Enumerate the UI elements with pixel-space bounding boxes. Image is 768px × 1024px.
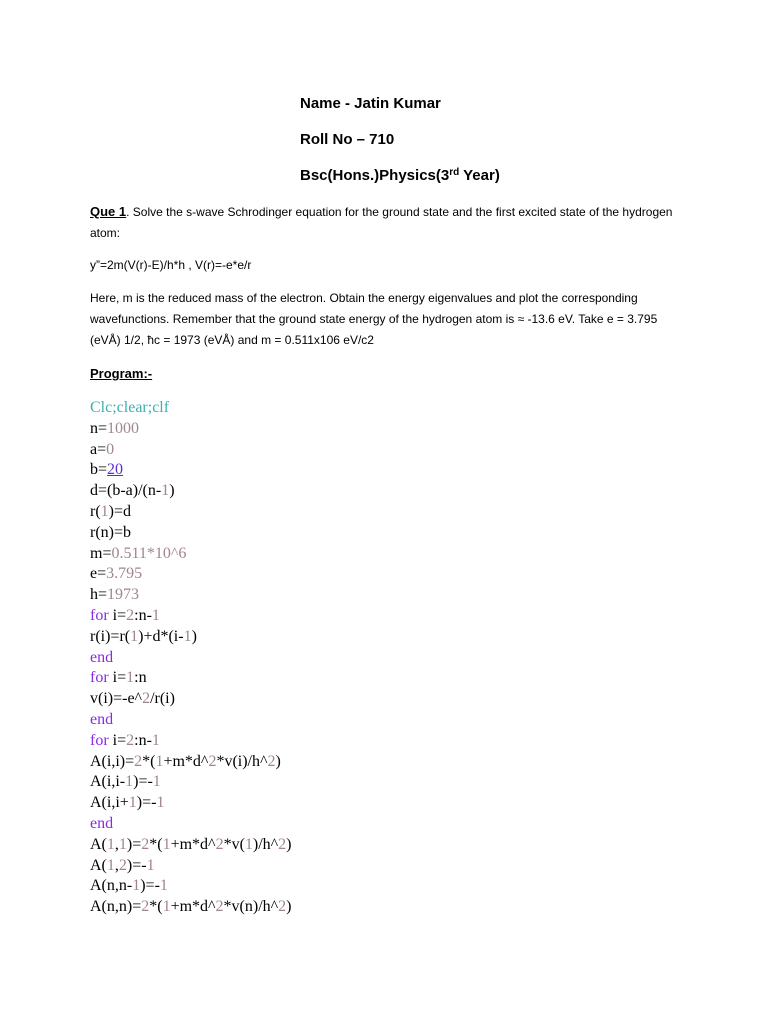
code-token: A(i,i+ [90, 794, 129, 812]
code-line [90, 793, 292, 814]
code-token: 1 [106, 835, 115, 853]
code-token: 1 [132, 877, 141, 895]
question-body: . Solve the s-wave Schrodinger equation for the ground state and the first excited state of the hydrogen atom: [90, 205, 673, 240]
code-token: 1 [162, 835, 171, 853]
code-token: A(i,i- [90, 773, 126, 791]
code-token: e= [90, 565, 107, 583]
code-token: end [90, 710, 114, 728]
code-token: *v(n)/h^ [223, 898, 279, 916]
code-token: /r(i) [150, 690, 175, 708]
code-token: A( [90, 856, 107, 874]
code-line [90, 544, 292, 565]
code-token: 2 [215, 898, 224, 916]
code-token: m= [90, 544, 112, 562]
code-line [90, 856, 292, 877]
code-token: , [114, 835, 119, 853]
code-line [90, 523, 292, 544]
code-token: :n- [134, 606, 152, 624]
roll-number: Roll No – 710 [300, 131, 395, 148]
code-token: 0.511*10^6 [111, 544, 187, 562]
code-token: 1 [125, 773, 134, 791]
code-token: 2 [278, 835, 287, 853]
code-line [90, 648, 292, 669]
code-token: )+d*(i- [138, 627, 184, 645]
code-line [90, 440, 292, 461]
code-token: 1973 [107, 586, 140, 604]
code-token: i= [108, 606, 127, 624]
question-details: Here, m is the reduced mass of the electron. Obtain the energy eigenvalues and plot the corresponding wavefunctions. Remember that the ground state energy of the hydrogen atom is ≈ -13.6 eV. Take e = 3.795 (eVÅ) 1/2, ħc = 1973 (eVÅ) and m = 0.511x106 eV/c2 [90, 291, 658, 347]
code-token: 1 [155, 752, 164, 770]
program-code [90, 398, 292, 918]
code-token: 1 [162, 898, 171, 916]
code-line [90, 668, 292, 689]
code-token: )=- [126, 856, 147, 874]
code-token: 2 [215, 835, 224, 853]
code-token: r(i)=r( [90, 627, 131, 645]
code-token: for [90, 606, 109, 624]
code-token: )=- [140, 877, 160, 895]
code-token: 1 [146, 856, 155, 874]
code-token: *( [142, 752, 156, 770]
code-token: 1 [130, 627, 139, 645]
code-token: 2 [126, 731, 135, 749]
code-token: +m*d^ [163, 752, 209, 770]
code-token: r( [90, 502, 101, 520]
code-token: 1 [118, 835, 127, 853]
code-token: 20 [107, 461, 124, 479]
code-token: 2 [278, 898, 287, 916]
code-line [90, 606, 292, 627]
code-line [90, 835, 292, 856]
code-token: 1 [159, 877, 168, 895]
code-line [90, 772, 292, 793]
code-token: ) [286, 898, 292, 916]
code-token: d=(b-a)/(n- [90, 482, 162, 500]
course-title [300, 167, 500, 184]
code-line [90, 689, 292, 710]
code-token: )=- [133, 773, 153, 791]
code-token: 2 [141, 835, 150, 853]
code-token: 1 [151, 606, 160, 624]
code-token: *v(i)/h^ [216, 752, 268, 770]
student-name: Name - Jatin Kumar [300, 95, 441, 112]
code-token: A( [90, 835, 107, 853]
code-token: b= [90, 461, 108, 479]
course-title-end: Year) [459, 167, 500, 184]
code-token: ) [275, 752, 281, 770]
code-line [90, 752, 292, 773]
code-line [90, 897, 292, 918]
code-token: 2 [126, 606, 135, 624]
code-token: h= [90, 586, 108, 604]
code-token: i= [108, 669, 127, 687]
code-token: 1 [183, 627, 192, 645]
code-token: 2 [141, 898, 150, 916]
code-token: A(n,n)= [90, 898, 142, 916]
code-token: ) [169, 482, 175, 500]
code-token: i= [108, 731, 127, 749]
code-line [90, 731, 292, 752]
code-line [90, 398, 292, 419]
code-line [90, 585, 292, 606]
code-token: for [90, 731, 109, 749]
equation: y”=2m(V(r)-E)/h*h , V(r)=-e*e/r [90, 258, 252, 272]
code-token: ) [286, 835, 292, 853]
code-token: :n [134, 669, 147, 687]
code-token: )=- [136, 794, 157, 812]
code-token: A(i,i)= [90, 752, 135, 770]
code-token: end [90, 814, 114, 832]
code-token: end [90, 648, 114, 666]
code-token: n= [90, 419, 108, 437]
course-title-superscript: rd [449, 167, 460, 178]
program-label: Program:- [90, 366, 153, 381]
code-token: 2 [142, 690, 151, 708]
question-text [90, 201, 690, 244]
code-token: 1 [244, 835, 253, 853]
code-token: *( [149, 835, 163, 853]
code-token: for [90, 669, 109, 687]
course-title-main: Bsc(Hons.)Physics(3 [300, 167, 450, 184]
code-token: 1 [151, 731, 160, 749]
code-token: ) [191, 627, 197, 645]
code-token: 0 [106, 440, 115, 458]
code-token: A(n,n- [90, 877, 133, 895]
code-token: 1 [106, 856, 115, 874]
code-line [90, 564, 292, 585]
code-token: 2 [118, 856, 127, 874]
code-token: a= [90, 440, 107, 458]
code-line [90, 876, 292, 897]
question-label: Que 1 [90, 204, 127, 219]
code-token: *( [149, 898, 163, 916]
code-token: 1 [152, 773, 161, 791]
code-line [90, 502, 292, 523]
code-token: 1 [128, 794, 137, 812]
code-token: , [114, 856, 119, 874]
code-line [90, 627, 292, 648]
code-token: 1 [100, 502, 109, 520]
code-token: Clc;clear;clf [90, 399, 170, 416]
code-line [90, 481, 292, 502]
code-token: )= [126, 835, 142, 853]
code-token: +m*d^ [170, 898, 216, 916]
code-token: 1 [161, 482, 170, 500]
code-line [90, 460, 292, 481]
code-token: :n- [134, 731, 152, 749]
code-token: )/h^ [252, 835, 279, 853]
program-heading [90, 363, 690, 385]
code-token: 2 [134, 752, 143, 770]
code-token: r(n)=b [90, 523, 132, 541]
code-token: )=d [108, 502, 132, 520]
code-line [90, 814, 292, 835]
code-token: *v( [223, 835, 245, 853]
code-token: 2 [267, 752, 276, 770]
code-line [90, 710, 292, 731]
code-token: 1000 [107, 419, 140, 437]
code-token: 1 [126, 669, 135, 687]
code-token: 3.795 [106, 565, 143, 583]
code-line [90, 419, 292, 440]
code-token: +m*d^ [170, 835, 216, 853]
code-token: 2 [208, 752, 217, 770]
code-token: 1 [156, 794, 165, 812]
code-token: v(i)=-e^ [90, 690, 143, 708]
